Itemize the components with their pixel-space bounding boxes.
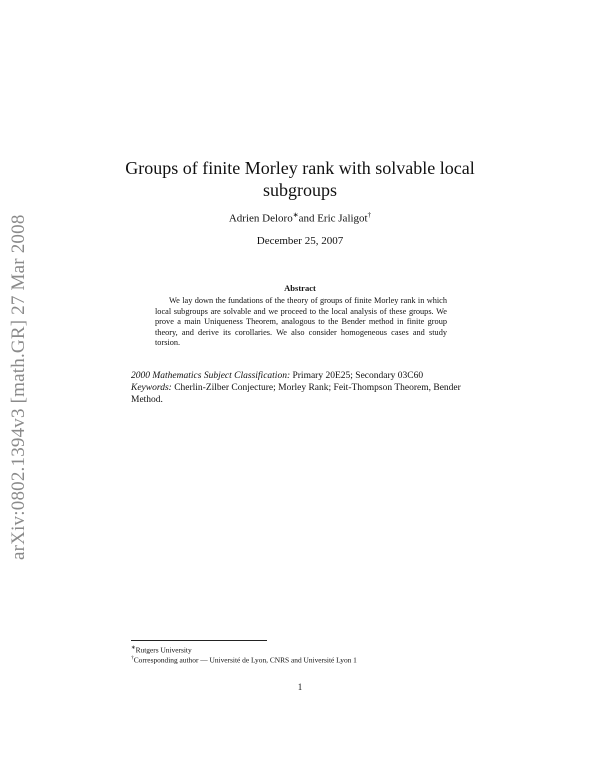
footnote-mark-2: † xyxy=(367,211,372,219)
footnote-mark: ∗ xyxy=(131,645,136,651)
keywords-label: Keywords: xyxy=(131,383,172,393)
footnote-rutgers xyxy=(131,644,471,654)
abstract-heading: Abstract xyxy=(284,283,316,293)
keywords xyxy=(131,382,476,406)
footnote-mark-1: ∗ xyxy=(292,211,299,219)
arxiv-identifier: arXiv:0802.1394v3 [math.GR] 27 Mar 2008 xyxy=(8,214,29,560)
footnote-mark: † xyxy=(131,655,134,661)
keywords-value: Cherlin-Zilber Conjecture; Morley Rank; Feit-Thompson Theorem, Bender Method. xyxy=(131,383,461,405)
author-deloro: Adrien Deloro xyxy=(228,212,293,225)
footnote-lyon xyxy=(131,654,471,664)
msc-label: 2000 Mathematics Subject Classification: xyxy=(131,371,291,381)
author-line xyxy=(110,211,490,225)
footnote-rule xyxy=(131,640,267,641)
footnote-text: Rutgers University xyxy=(135,645,192,655)
footnote-text: Corresponding author — Université de Lyon, CNRS and Université Lyon 1 xyxy=(133,655,357,665)
page-number: 1 xyxy=(297,682,303,692)
subject-classification xyxy=(131,370,471,382)
author-connector: and Eric Jaligot xyxy=(298,212,368,225)
msc-value: Primary 20E25; Secondary 03C60 xyxy=(290,371,424,381)
paper-title: Groups of finite Morley rank with solvable local subgroups xyxy=(125,158,475,200)
paper-date: December 25, 2007 xyxy=(256,235,344,247)
abstract-body: We lay down the fundations of the theory of groups of finite Morley rank in which local subgroups are solvable and we proceed to the local analysis of these groups. We prove a main Uniqueness Theorem, analogous to the Bender method in finite group theory, and derive its corollaries. We also consider homogeneous cases and study torsion. xyxy=(155,296,447,348)
